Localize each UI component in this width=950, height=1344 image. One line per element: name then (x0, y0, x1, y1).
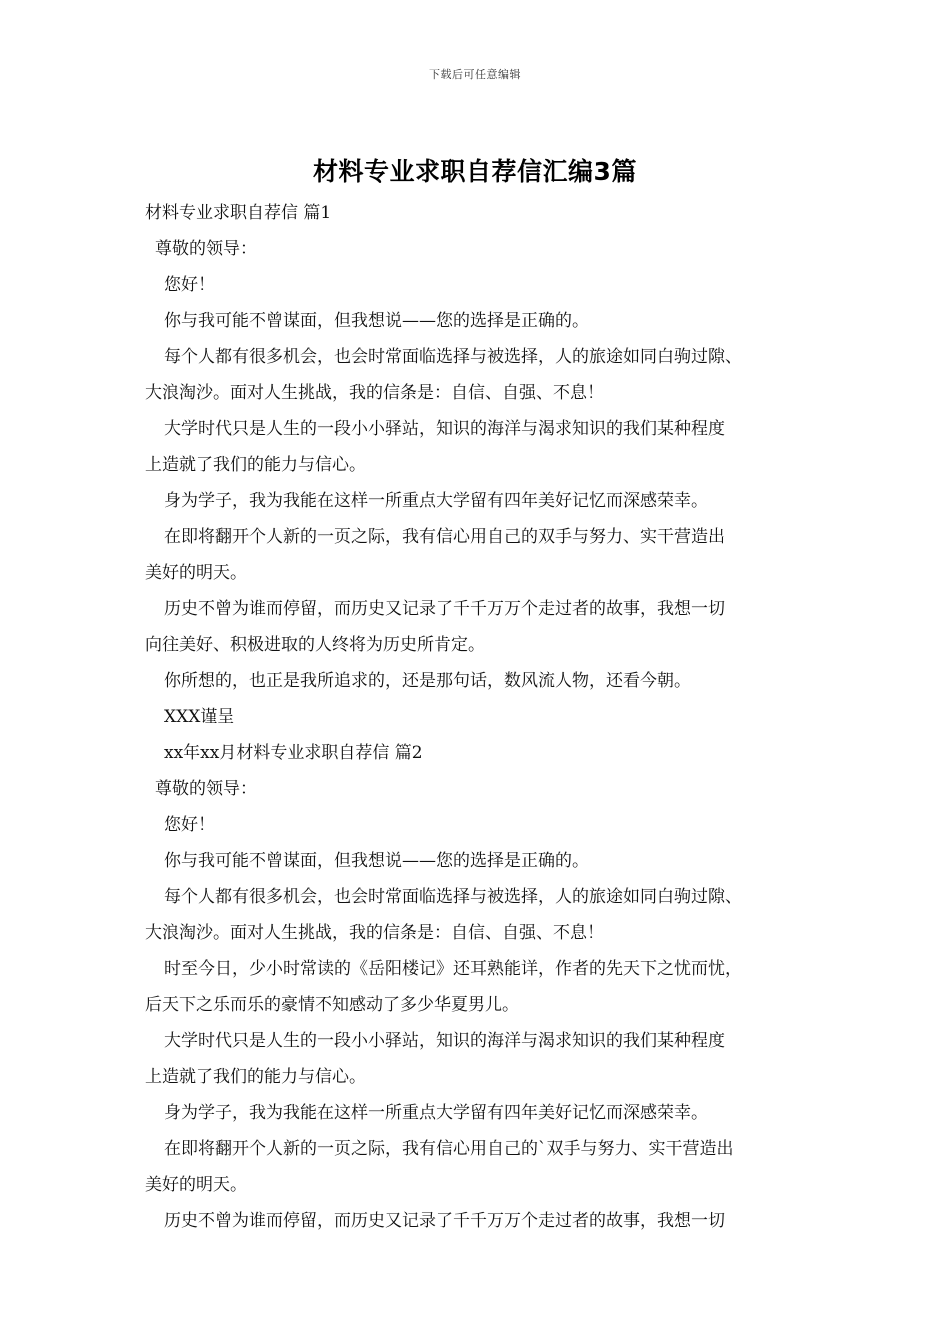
text-line: 材料专业求职自荐信 篇1 (145, 203, 332, 223)
text-line: 尊敬的领导： (155, 779, 257, 799)
document-body (145, 195, 825, 1239)
document-title: 材料专业求职自荐信汇编3篇 (313, 157, 637, 186)
text-line: 时至今日，少小时常读的《岳阳楼记》还耳熟能详，作者的先天下之忧而忧， (164, 959, 742, 979)
text-line: 历史不曾为谁而停留，而历史又记录了千千万万个走过者的故事，我想一切 (164, 599, 725, 619)
text-line: 大学时代只是人生的一段小小驿站，知识的海洋与渴求知识的我们某种程度 (164, 419, 725, 439)
text-line: 美好的明天。 (145, 1175, 247, 1195)
text-line: 向往美好、积极进取的人终将为历史所肯定。 (145, 635, 485, 655)
text-line: 你所想的，也正是我所追求的，还是那句话，数风流人物，还看今朝。 (164, 671, 691, 691)
text-line: xx年xx月材料专业求职自荐信 篇2 (164, 743, 423, 763)
text-line: 上造就了我们的能力与信心。 (145, 1067, 366, 1087)
text-line: 身为学子，我为我能在这样一所重点大学留有四年美好记忆而深感荣幸。 (164, 1103, 708, 1123)
text-line: 您好！ (164, 275, 215, 295)
text-line: 每个人都有很多机会，也会时常面临选择与被选择，人的旅途如同白驹过隙、 (164, 887, 742, 907)
text-line: 在即将翻开个人新的一页之际，我有信心用自己的双手与努力、实干营造出 (164, 527, 725, 547)
text-line: XXX谨呈 (164, 707, 235, 727)
header-note: 下载后可任意编辑 (429, 68, 521, 81)
text-line: 身为学子，我为我能在这样一所重点大学留有四年美好记忆而深感荣幸。 (164, 491, 708, 511)
text-line: 你与我可能不曾谋面，但我想说——您的选择是正确的。 (164, 311, 589, 331)
text-line: 在即将翻开个人新的一页之际，我有信心用自己的`双手与努力、实干营造出 (164, 1139, 734, 1159)
text-line: 您好！ (164, 815, 215, 835)
text-line: 大浪淘沙。面对人生挑战，我的信条是：自信、自强、不息！ (145, 383, 604, 403)
text-line: 大浪淘沙。面对人生挑战，我的信条是：自信、自强、不息！ (145, 923, 604, 943)
text-line: 后天下之乐而乐的豪情不知感动了多少华夏男儿。 (145, 995, 519, 1015)
text-line: 你与我可能不曾谋面，但我想说——您的选择是正确的。 (164, 851, 589, 871)
text-line: 历史不曾为谁而停留，而历史又记录了千千万万个走过者的故事，我想一切 (164, 1211, 725, 1231)
text-line: 大学时代只是人生的一段小小驿站，知识的海洋与渴求知识的我们某种程度 (164, 1031, 725, 1051)
text-line: 美好的明天。 (145, 563, 247, 583)
text-line: 尊敬的领导： (155, 239, 257, 259)
text-line: 上造就了我们的能力与信心。 (145, 455, 366, 475)
text-line: 每个人都有很多机会，也会时常面临选择与被选择，人的旅途如同白驹过隙、 (164, 347, 742, 367)
